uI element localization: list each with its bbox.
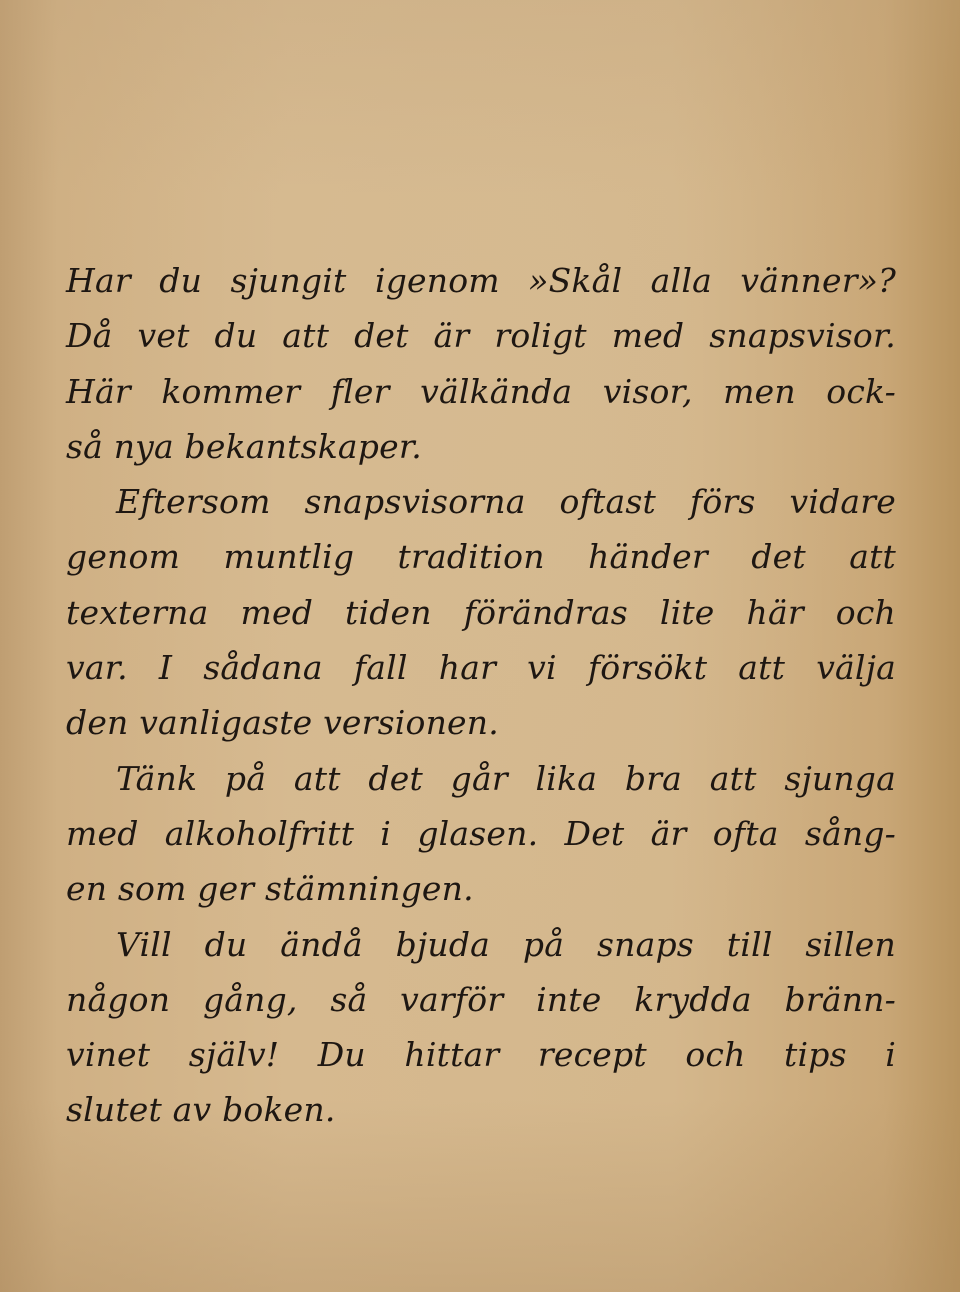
text-line: Tänk på att det går lika bra att sjunga bbox=[116, 758, 896, 798]
page-text bbox=[66, 253, 896, 1138]
text-line: med alkoholfritt i glasen. Det är ofta sång- bbox=[66, 813, 896, 853]
text-line: Har du sjungit igenom »Skål alla vänner»? bbox=[66, 261, 896, 300]
text-line: Här kommer fler välkända visor, men ock- bbox=[66, 371, 896, 411]
text-line: Då vet du att det är roligt med snapsvisor. bbox=[66, 316, 896, 356]
text-line: en som ger stämningen. bbox=[66, 869, 474, 909]
text-line: Eftersom snapsvisorna oftast förs vidare bbox=[116, 482, 896, 522]
text-line: texterna med tiden förändras lite här och bbox=[66, 592, 896, 632]
text-line: slutet av boken. bbox=[66, 1090, 336, 1130]
text-line: var. I sådana fall har vi försökt att välja bbox=[66, 648, 896, 688]
text-line: så nya bekantskaper. bbox=[66, 426, 422, 466]
text-line: vinet själv! Du hittar recept och tips i bbox=[66, 1035, 896, 1075]
text-line: någon gång, så varför inte krydda bränn- bbox=[66, 979, 896, 1019]
text-line: Vill du ändå bjuda på snaps till sillen bbox=[116, 924, 896, 964]
text-line: genom muntlig tradition händer det att bbox=[66, 537, 896, 577]
text-line: den vanligaste versionen. bbox=[66, 703, 499, 743]
